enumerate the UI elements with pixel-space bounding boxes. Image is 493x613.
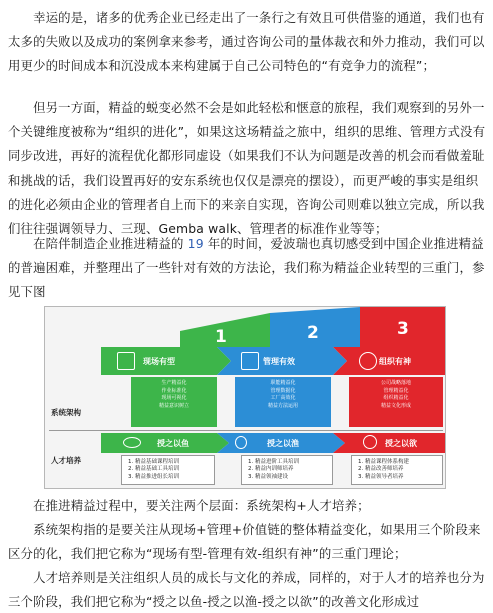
paragraph-6: 人才培养则是关注组织人员的成长与文化的养成，同样的，对于人才的培养也分为三个阶段，我们把它称为“授之以鱼-授之以渔-授之以欲”的改善文化形成过 [8,570,485,610]
system-item: 管理精益化 [383,387,409,394]
talent-stage-1-title: 授之以鱼 [157,439,189,448]
system-item: 现场可视化 [161,395,187,402]
talent-item: 2. 精益基础工具培训 [128,466,179,473]
system-item: 精益意识树立 [158,402,189,409]
paragraph-4: 在推进精益过程中，要关注两个层面：系统架构+人才培养； [8,498,370,513]
system-box-3 [349,377,443,427]
system-item: 精益方法运用 [267,402,298,409]
system-box-2 [235,377,331,427]
system-item: 作业标准化 [161,387,187,394]
talent-stage-3-title: 授之以欲 [385,439,417,448]
stage-number-2: 2 [307,323,319,343]
fish-icon [123,437,141,448]
talent-box-3 [351,455,443,485]
chart-icon [241,352,259,370]
system-box-1 [131,377,217,427]
system-item: 管理数据化 [270,387,296,394]
paragraph-3 [8,232,488,305]
stage-number-3: 3 [397,319,409,339]
system-stage-2-title: 管理有效 [263,357,295,366]
paragraph-1: 幸运的是，诸多的优秀企业已经走出了一条行之有效且可供借鉴的通道，我们也有太多的失败以及成功的案例拿来参考，通过咨询公司的量体裁衣和外力推动，我们可以用更少的时间成本和沉没成本来构建属于自己公司特色的“有竞争力的流程”； [8,10,485,74]
talent-stage-2-title: 授之以渔 [267,439,299,448]
talent-item: 1. 精益基础课程培训 [128,459,179,465]
talent-item: 2. 精益内训师培养 [248,466,294,473]
paragraph-2: 但另一方面，精益的蜕变必然不会是如此轻松和惬意的旅程，我们观察到的另外一个关键维度被称为“组织的进化”，如果这这场精益之旅中，组织的思维、管理方式没有同步改进，再好的流程优化都形同虚设（如果我们不认为问题是改善的机会而看做羞耻和挑战的话，我们设置再好的安东系统也仅仅是漂亮的摆设），而更严峻的事实是组织的进化必须由企业的管理者自上而下的来亲自实现，咨询公司则难以独立完成，所以我们往往强调领导力、三现、Gemba walk、管理者的标准作业等等； [8,100,486,237]
talent-box-1 [121,455,215,485]
system-stage-1-title: 现场有型 [143,357,175,366]
system-item: 公司战略落地 [380,380,411,386]
paragraph-5: 系统架构指的是要关注从现场+管理+价值链的整体精益变化，如果用三个阶段来区分的化，我们把它称为“现场有型-管理有效-组织有神”的三重门理论； [8,522,481,562]
three-gates-figure [44,306,446,489]
talent-item: 3. 精益领袖建设 [248,473,288,480]
system-item: 生产精益化 [161,380,187,386]
system-item: 职能精益化 [270,380,296,386]
talent-item: 1. 精益进阶工具培训 [248,459,299,465]
hook-icon [235,436,247,449]
stage-number-1: 1 [215,327,227,347]
section-divider [49,430,443,431]
system-item: 工厂高效化 [270,395,296,402]
side-label-system: 系统架构 [51,408,81,417]
talent-item: 2. 精益改善师培养 [358,466,404,473]
years-number: 19 [187,236,204,251]
system-stage-3-title: 组织有神 [379,357,411,366]
talent-item: 3. 精益领导者培养 [358,473,404,480]
paragraph-3-end: 年的时间，爱波瑞也真切感受到中国企业推进精益的普遍困难，并整理出了一些针对有效的方法论，我们称为精益企业转型的三重门，参见下图 [8,236,485,300]
paragraph-3-start: 在陪伴制造企业推进精益的 [8,236,188,251]
org-icon [359,352,377,370]
talent-item: 1. 精益课程体系构建 [358,459,409,465]
factory-icon [117,352,135,370]
system-item: 精益文化形成 [380,402,411,409]
talent-box-2 [241,455,333,485]
brain-icon [363,435,377,449]
system-item: 组织精益化 [383,395,409,402]
talent-item: 3. 精益推进组长培训 [128,473,179,480]
side-label-talent: 人才培养 [51,456,81,465]
figure-header-wedge [45,307,446,347]
